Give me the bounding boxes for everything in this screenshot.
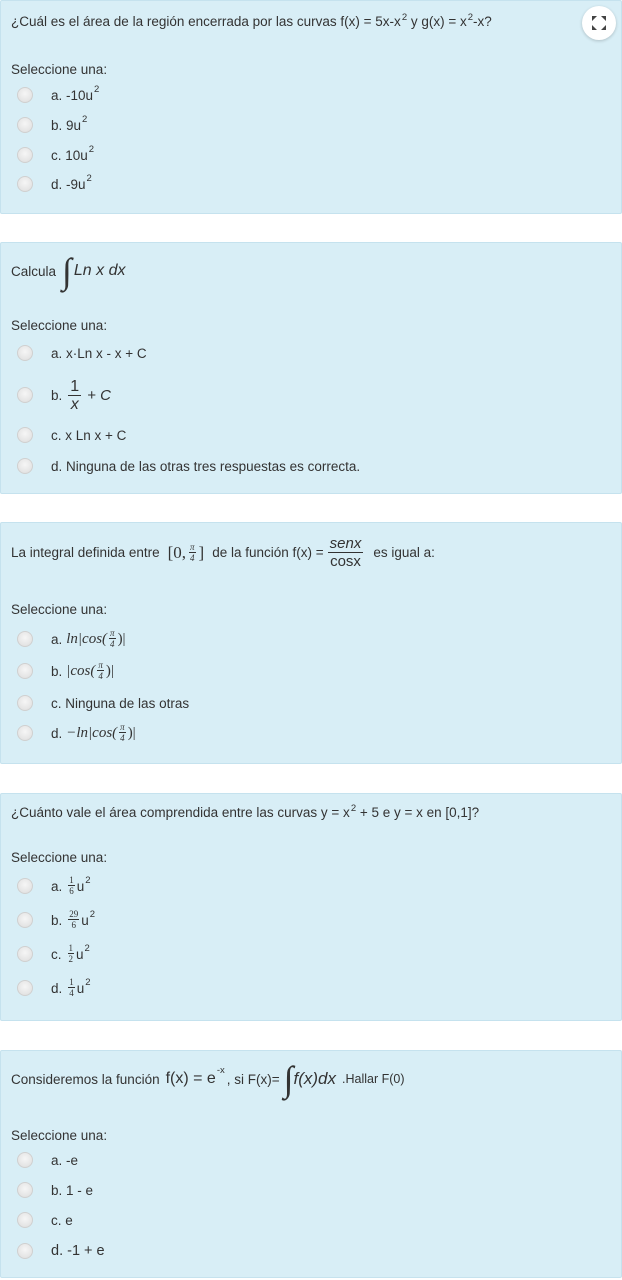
question-text: Consideremos la función f(x) = e $^{-x}$ , si F(x)= ∫ f(x)dx .Hallar F(0) xyxy=(11,1059,405,1099)
option-c[interactable] xyxy=(17,1210,73,1230)
question-card-1 xyxy=(0,0,622,214)
radio-button[interactable] xyxy=(17,117,33,133)
radio-button[interactable] xyxy=(17,946,33,962)
option-a[interactable] xyxy=(17,1150,78,1170)
interval: [0, $\frac{\pi}{4}$ ] xyxy=(167,541,205,563)
option-d[interactable] xyxy=(17,1241,105,1261)
radio-button[interactable] xyxy=(17,1212,33,1228)
question-card-5 xyxy=(0,1050,622,1278)
option-c[interactable] xyxy=(17,693,189,713)
option-a[interactable] xyxy=(17,874,91,898)
option-label: c. Ninguna de las otras xyxy=(51,695,190,711)
option-label: d. -1 + e xyxy=(51,1243,105,1259)
option-d[interactable] xyxy=(17,721,136,745)
radio-button[interactable] xyxy=(17,1152,33,1168)
integral-symbol: ∫ xyxy=(62,251,72,291)
radio-button[interactable] xyxy=(17,458,33,474)
option-label: c. $\frac{1}{2}$ u $^2$ xyxy=(51,942,90,964)
question-text: ¿Cuánto vale el área comprendida entre las curvas $y = x^2 + 5$ e y = x en [0,1]? xyxy=(11,803,480,820)
option-b[interactable] xyxy=(17,377,111,413)
question-card-4 xyxy=(0,793,622,1021)
option-label: a. ln|cos( $\frac{\pi}{4}$ )| xyxy=(51,628,126,649)
select-label: Seleccione una: xyxy=(11,602,108,617)
question-text: Calcula ∫ Ln x dx xyxy=(11,251,126,291)
option-b[interactable] xyxy=(17,659,114,683)
question-text: ¿Cuál es el área de la región encerrada por las curvas $f(x) = 5x-x^2$ y $g(x) = x^2-x$? xyxy=(11,12,492,29)
option-a[interactable] xyxy=(17,627,126,651)
radio-button[interactable] xyxy=(17,147,33,163)
option-label: c. x Ln x + C xyxy=(51,427,127,443)
radio-button[interactable] xyxy=(17,1182,33,1198)
option-c[interactable] xyxy=(17,145,94,165)
radio-button[interactable] xyxy=(17,980,33,996)
fraction: 1 x xyxy=(70,377,80,413)
radio-button[interactable] xyxy=(17,176,33,192)
option-label: a. $\frac{1}{6}$ u $^2$ xyxy=(51,874,91,896)
radio-button[interactable] xyxy=(17,695,33,711)
option-label: b. $\frac{29}{6}$ u $^2$ xyxy=(51,908,96,930)
option-label: d. -9u $^2$ xyxy=(51,172,92,192)
select-label: Seleccione una: xyxy=(11,318,108,333)
option-b[interactable] xyxy=(17,115,87,135)
fraction: senx cosx xyxy=(329,535,362,570)
option-d[interactable] xyxy=(17,174,92,194)
option-label: b. 1 x + C xyxy=(51,377,111,413)
option-label: b. 1 - e xyxy=(51,1182,94,1198)
question-card-3 xyxy=(0,522,622,764)
option-label: d. −ln|cos( $\frac{\pi}{4}$ )| xyxy=(51,722,136,743)
question-card-2 xyxy=(0,242,622,494)
radio-button[interactable] xyxy=(17,345,33,361)
option-label: a. -e xyxy=(51,1152,79,1168)
select-label: Seleccione una: xyxy=(11,850,108,865)
radio-button[interactable] xyxy=(17,427,33,443)
option-b[interactable] xyxy=(17,908,95,932)
radio-button[interactable] xyxy=(17,631,33,647)
option-d[interactable] xyxy=(17,456,360,476)
option-label: a. -10u $^2$ xyxy=(51,83,100,103)
option-label: d. $\frac{1}{4}$ u $^2$ xyxy=(51,976,91,998)
expand-button[interactable] xyxy=(582,6,616,40)
option-a[interactable] xyxy=(17,85,99,105)
select-label: Seleccione una: xyxy=(11,1128,108,1143)
option-label: a. x·Ln x - x + C xyxy=(51,345,147,361)
radio-button[interactable] xyxy=(17,912,33,928)
question-text: La integral definida entre [0, $\frac{\pi}{4}$ ] de la función f(x) = senx cosx es igual a: xyxy=(11,535,435,570)
option-label: c. 10u $^2$ xyxy=(51,143,95,163)
radio-button[interactable] xyxy=(17,87,33,103)
select-label: Seleccione una: xyxy=(11,62,108,77)
option-c[interactable] xyxy=(17,942,90,966)
option-label: b. 9u $^2$ xyxy=(51,113,88,133)
option-c[interactable] xyxy=(17,425,126,445)
integral-symbol: ∫ xyxy=(283,1059,294,1099)
option-label: b. |cos( $\frac{\pi}{4}$ )| xyxy=(51,660,114,681)
option-b[interactable] xyxy=(17,1180,93,1200)
option-a[interactable] xyxy=(17,343,147,363)
option-d[interactable] xyxy=(17,976,91,1000)
radio-button[interactable] xyxy=(17,1243,33,1259)
expand-icon xyxy=(591,15,607,31)
radio-button[interactable] xyxy=(17,878,33,894)
option-label: d. Ninguna de las otras tres respuestas es correcta. xyxy=(51,458,361,474)
option-label: c. e xyxy=(51,1212,73,1228)
radio-button[interactable] xyxy=(17,725,33,741)
radio-button[interactable] xyxy=(17,387,33,403)
radio-button[interactable] xyxy=(17,663,33,679)
